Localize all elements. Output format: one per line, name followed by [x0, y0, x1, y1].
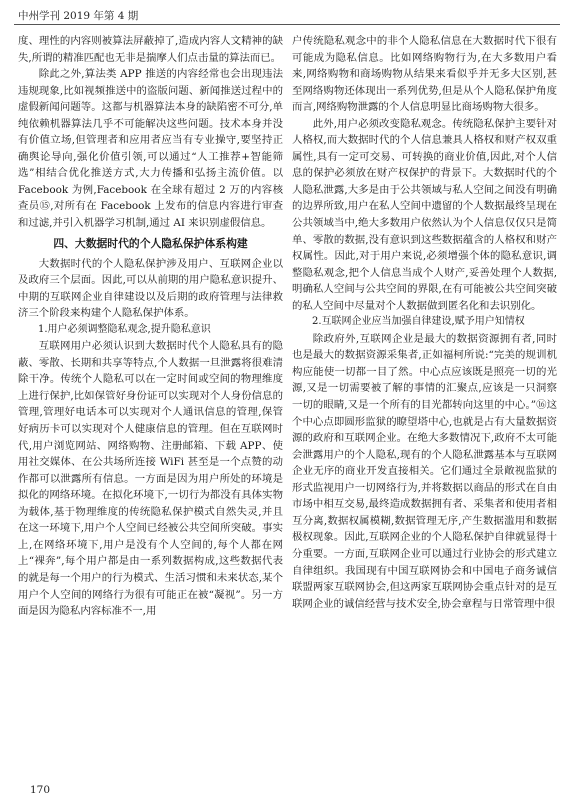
- paragraph: 互联网用户必须认识到大数据时代个人隐私具有的隐蔽、零散、长期和共享等特点,个人数据一旦泄露将很难清除干净。传统个人隐私可以在一定时间或空间的物理维度上进行保护,比如保管好身份证可以实现对个人身份信息的管理,管理好电话本可以实现对个人通讯信息的管理,保管好病历卡可以实现对个人健康信息的管理。但在互联网时代,用户浏览网站、网络购物、注册邮箱、下载 APP、使用社交媒体、在公共场所连接 WiFi 甚至是一个点赞的动作都可以泄露所有信息。一方面是因为用户所处的环境是拟化的网络环境。在拟化环境下,一切行为都没有具体实物为载体,基于物理维度的传统隐私保护模式自然失灵,并且在这一环境下,用户个人空间已经被公共空间所突破。事实上,在网络环境下,用户是没有个人空间的,每个人都在网上“裸奔”,每个用户都是由一系列数据构成,这些数据代表的就是每一个用户的行为模式、生活习惯和未来状态,某个用户个人空间的网络行为很有可能正在被“凝视”。另一方面是因为隐私内容标准不一,用: [18, 340, 283, 618]
- left-column: [18, 33, 283, 620]
- page-number: 170: [30, 784, 51, 796]
- paragraph: 除此之外,算法类 APP 推送的内容经常也会出现违法违规现象,比如视频推送中的盗版问题、新闻推送过程中的虚假新闻问题等。这都与机器算法本身的缺陷密不可分,单纯依赖机器算法几乎不可能解决这些问题。技术本身并没有价值立场,但管理者和应用者应当有专业操守,要坚持正确舆论导向,强化价值引领,可以通过“人工推荐+智能筛选”相结合优化推送方式,大力传播和弘扬主流价值。以 Facebook 为例,Facebook 在全球有超过 2 万的内容核查员⑮,对所有在 Facebook 上发布的信息内容进行审查和过滤,并引入机器学习机制,通过 AI 来识别虚假信息。: [18, 68, 283, 230]
- paragraph: 度、理性的内容则被算法屏蔽掉了,造成内容人文精神的缺失,所谓的精准匹配也无非是揣摩人们点击量的算法而已。: [18, 35, 283, 64]
- right-column: [292, 33, 557, 612]
- subsection-heading: 2.互联网企业应当加强自律建设,赋予用户知情权: [312, 316, 525, 328]
- paragraph: 除政府外,互联网企业是最大的数据资源拥有者,同时也是最大的数据资源采集者,正如福柯所说:“完美的规训机构应能使一切都一目了然。中心点应该既是照亮一切的光源,又是一切需要被了解的事情的汇聚点,应该是一只洞察一切的眼睛,又是一个所有的目光都转向这里的中心。”⑯这个中心点即圆形监狱的瞭望塔中心,也就是占有大量数据资源的政府和互联网企业。在绝大多数情况下,政府不太可能会泄露用户的个人隐私,现有的个人隐私泄露基本与互联网企业无序的商业开发直接相关。它们通过全景敞视监狱的形式监视用户一切网络行为,并将数据以商品的形式在自由市场中相互交易,最终造成数据拥有者、采集者和使用者相互分离,数据权属模糊,数据管理无序,产生数据滥用和数据极权现象。因此,互联网企业的个人隐私保护自律就显得十分重要。一方面,互联网企业可以通过行业协会的形式建立自律组织。我国现有中国互联网协会和中国电子商务诚信联盟两家互联网协会,但这两家互联网协会重点针对的是互联网企业的诚信经营与技术安全,协会章程与日常管理中很: [292, 332, 557, 610]
- subsection-heading: 1.用户必须调整隐私观念,提升隐私意识: [38, 323, 211, 335]
- paragraph: 此外,用户必须改变隐私观念。传统隐私保护主要针对人格权,而大数据时代的个人信息兼具人格权和财产权双重属性,具有一定可交易、可转换的商业价值,因此,对个人信息的保护必须放在财产权保护的背景下。大数据时代的个人隐私泄露,大多是由于公共领域与私人空间之间没有明确的边界所致,用户在私人空间中遗留的个人数据最终呈现在公共领域当中,绝大多数用户依然认为个人信息仅仅只是简单、零散的数据,没有意识到这些数据蕴含的人格权和财产权属性。因此,对于用户来说,必须增强个体的隐私意识,调整隐私观念,把个人信息当成个人财产,妥善处理个人数据,明确私人空间与公共空间的界限,在有可能被公共空间突破的私人空间中尽量对个人数据做到匿名化和去识别化。: [292, 117, 557, 312]
- paragraph: 大数据时代的个人隐私保护涉及用户、互联网企业以及政府三个层面。因此,可以从前期的用户隐私意识提升、中期的互联网企业自律建设以及后期的政府管理与法律救济三个阶段来构建个人隐私保护体系。: [18, 257, 283, 320]
- paragraph: 户传统隐私观念中的非个人隐私信息在大数据时代下很有可能成为隐私信息。比如网络购物行为,在大多数用户看来,网络购物和商场购物从结果来看似乎并无多大区别,甚至网络购物还体现出一系列优势,但是从个人隐私保护角度而言,网络购物泄露的个人信息明显比商场购物大很多。: [292, 35, 557, 114]
- header-divider: [14, 24, 560, 25]
- section-heading: 四、大数据时代的个人隐私保护体系构建: [53, 236, 248, 250]
- journal-header: 中州学刊 2019 年第 4 期: [18, 10, 139, 22]
